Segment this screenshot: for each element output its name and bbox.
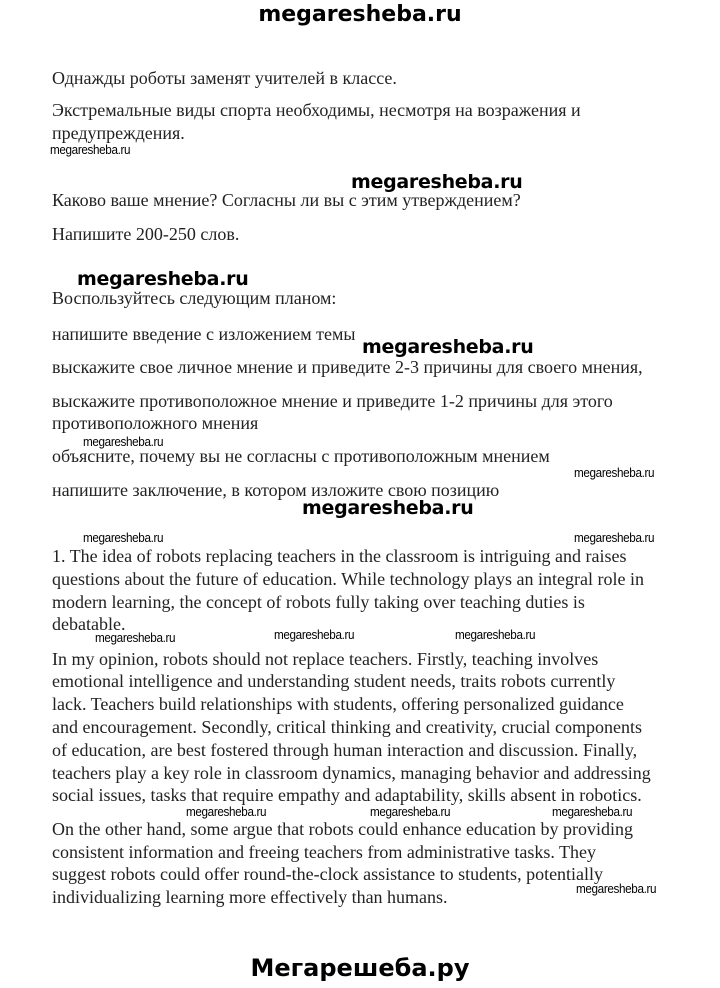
watermark: megaresheba.ru [574,530,655,545]
answer-line: On the other hand, some argue that robots could enhance education by providing [52,819,634,839]
watermark: megaresheba.ru [274,627,355,642]
watermark: megaresheba.ru [50,142,131,157]
answer-line: of education, are best fostered through human interaction and discussion. Finally, [52,740,638,760]
answer-line: lack. Teachers build relationships with students, offering personalized guidance [52,694,624,714]
watermark: megaresheba.ru [83,434,164,449]
site-header: megaresheba.ru [258,2,462,27]
watermark: megaresheba.ru [455,627,536,642]
watermark: megaresheba.ru [83,530,164,545]
answer-line: social issues, tasks that require empathy and adaptability, skills absent in robotics. [52,785,642,805]
task-line: предупреждения. [52,123,185,143]
watermark: megaresheba.ru [574,465,655,480]
watermark: megaresheba.ru [77,268,249,290]
plan-item: противоположного мнения [52,413,259,433]
watermark: megaresheba.ru [302,497,474,519]
answer-line: and encouragement. Secondly, critical thinking and creativity, crucial components [52,717,642,737]
plan-item: выскажите свое личное мнение и приведите 2-3 причины для своего мнения, [52,357,643,377]
answer-line: modern learning, the concept of robots fully taking over teaching duties is [52,592,585,612]
plan-item: объясните, почему вы не согласны с противоположным мнением [52,446,550,466]
answer-line: teachers play a key role in classroom dynamics, managing behavior and addressing [52,763,651,783]
watermark: megaresheba.ru [186,804,267,819]
answer-line: In my opinion, robots should not replace teachers. Firstly, teaching involves [52,649,599,669]
task-line: Напишите 200-250 слов. [52,224,240,244]
plan-item: напишите заключение, в котором изложите свою позицию [52,480,500,500]
answer-line: 1. The idea of robots replacing teachers in the classroom is intriguing and raises [52,546,627,566]
plan-item: выскажите противоположное мнение и приведите 1-2 причины для этого [52,391,613,411]
watermark: megaresheba.ru [351,171,523,193]
plan-item: напишите введение с изложением темы [52,324,356,344]
answer-line: emotional intelligence and understanding student needs, traits robots currently [52,671,616,691]
answer-line: debatable. [52,614,126,634]
watermark: megaresheba.ru [95,630,176,645]
task-line: Каково ваше мнение? Согласны ли вы с этим утверждением? [52,190,521,210]
task-line: Воспользуйтесь следующим планом: [52,288,337,308]
task-line: Экстремальные виды спорта необходимы, несмотря на возражения и [52,100,581,120]
site-footer: Мегарешеба.ру [250,954,470,982]
watermark: megaresheba.ru [370,804,451,819]
answer-line: consistent information and freeing teachers from administrative tasks. They [52,842,597,862]
watermark: megaresheba.ru [552,804,633,819]
answer-line: individualizing learning more effectively than humans. [52,887,448,907]
task-line: Однажды роботы заменят учителей в классе. [52,68,397,88]
answer-line: questions about the future of education. While technology plays an integral role in [52,569,645,589]
watermark: megaresheba.ru [576,881,657,896]
answer-line: suggest robots could offer round-the-clock assistance to students, potentially [52,864,604,884]
watermark: megaresheba.ru [362,336,534,358]
